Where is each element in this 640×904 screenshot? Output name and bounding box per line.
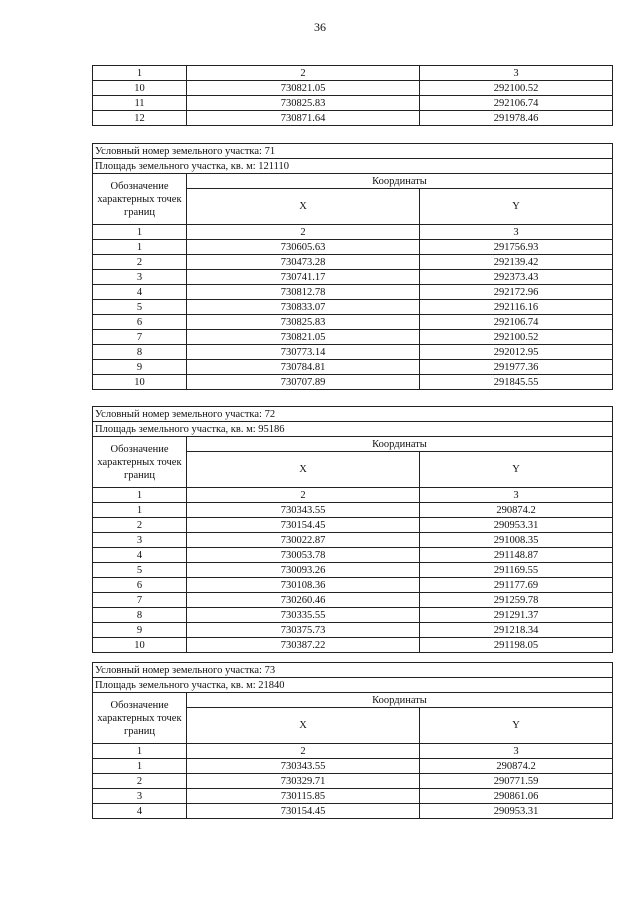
x-value: 730784.81 bbox=[187, 360, 420, 375]
y-value: 291291.37 bbox=[420, 608, 613, 623]
coordinates-header: Координаты bbox=[187, 174, 613, 189]
x-value: 730053.78 bbox=[187, 548, 420, 563]
point-number: 8 bbox=[93, 345, 187, 360]
coordinates-header: Координаты bbox=[187, 437, 613, 452]
y-value: 291259.78 bbox=[420, 593, 613, 608]
point-number: 4 bbox=[93, 285, 187, 300]
table-row bbox=[93, 330, 613, 345]
point-number: 3 bbox=[93, 270, 187, 285]
x-value: 730108.36 bbox=[187, 578, 420, 593]
col-number-1: 1 bbox=[93, 488, 187, 503]
y-value: 291148.87 bbox=[420, 548, 613, 563]
table-row bbox=[93, 360, 613, 375]
plot-area-label: Площадь земельного участка, кв. м: 121110 bbox=[93, 159, 613, 174]
y-value: 291177.69 bbox=[420, 578, 613, 593]
x-value: 730707.89 bbox=[187, 375, 420, 390]
x-value: 730343.55 bbox=[187, 503, 420, 518]
x-value: 730871.64 bbox=[187, 111, 420, 126]
x-value: 730335.55 bbox=[187, 608, 420, 623]
point-number: 10 bbox=[93, 81, 187, 96]
y-value: 290953.31 bbox=[420, 804, 613, 819]
y-value: 291198.05 bbox=[420, 638, 613, 653]
table-row bbox=[93, 804, 613, 819]
y-header: Y bbox=[420, 189, 613, 225]
x-value: 730154.45 bbox=[187, 804, 420, 819]
col-number-1: 1 bbox=[93, 66, 187, 81]
point-number: 12 bbox=[93, 111, 187, 126]
column-number-row bbox=[93, 66, 613, 81]
plot-72-table bbox=[92, 406, 613, 653]
column-number-row bbox=[93, 744, 613, 759]
y-value: 291218.34 bbox=[420, 623, 613, 638]
designation-header: Обозначение характерных точек границ bbox=[93, 174, 187, 225]
table-row bbox=[93, 623, 613, 638]
col-number-3: 3 bbox=[420, 66, 613, 81]
point-number: 1 bbox=[93, 503, 187, 518]
plot-area-label: Площадь земельного участка, кв. м: 21840 bbox=[93, 678, 613, 693]
x-value: 730821.05 bbox=[187, 81, 420, 96]
y-value: 291008.35 bbox=[420, 533, 613, 548]
x-value: 730375.73 bbox=[187, 623, 420, 638]
table-row bbox=[93, 300, 613, 315]
continuation-table bbox=[92, 65, 613, 126]
col-number-1: 1 bbox=[93, 744, 187, 759]
point-number: 4 bbox=[93, 804, 187, 819]
col-number-3: 3 bbox=[420, 488, 613, 503]
x-value: 730093.26 bbox=[187, 563, 420, 578]
table-row bbox=[93, 759, 613, 774]
y-value: 290874.2 bbox=[420, 759, 613, 774]
y-value: 292139.42 bbox=[420, 255, 613, 270]
table-row bbox=[93, 638, 613, 653]
x-value: 730773.14 bbox=[187, 345, 420, 360]
page-number: 36 bbox=[314, 20, 326, 34]
point-number: 6 bbox=[93, 315, 187, 330]
point-number: 3 bbox=[93, 533, 187, 548]
col-number-2: 2 bbox=[187, 744, 420, 759]
point-number: 9 bbox=[93, 360, 187, 375]
point-number: 2 bbox=[93, 774, 187, 789]
col-number-1: 1 bbox=[93, 225, 187, 240]
point-number: 8 bbox=[93, 608, 187, 623]
y-value: 291845.55 bbox=[420, 375, 613, 390]
y-value: 292106.74 bbox=[420, 96, 613, 111]
y-value: 290874.2 bbox=[420, 503, 613, 518]
x-value: 730741.17 bbox=[187, 270, 420, 285]
table-row bbox=[93, 96, 613, 111]
x-header: X bbox=[187, 708, 420, 744]
column-number-row bbox=[93, 225, 613, 240]
table-row bbox=[93, 285, 613, 300]
table-row bbox=[93, 255, 613, 270]
col-number-2: 2 bbox=[187, 66, 420, 81]
x-value: 730825.83 bbox=[187, 96, 420, 111]
point-number: 3 bbox=[93, 789, 187, 804]
table-row bbox=[93, 578, 613, 593]
x-value: 730605.63 bbox=[187, 240, 420, 255]
table-row bbox=[93, 563, 613, 578]
x-header: X bbox=[187, 189, 420, 225]
point-number: 4 bbox=[93, 548, 187, 563]
y-value: 292100.52 bbox=[420, 81, 613, 96]
y-value: 291756.93 bbox=[420, 240, 613, 255]
designation-header: Обозначение характерных точек границ bbox=[93, 693, 187, 744]
y-header: Y bbox=[420, 452, 613, 488]
plot-number-label: Условный номер земельного участка: 72 bbox=[93, 407, 613, 422]
point-number: 10 bbox=[93, 375, 187, 390]
y-value: 292373.43 bbox=[420, 270, 613, 285]
x-value: 730022.87 bbox=[187, 533, 420, 548]
x-value: 730154.45 bbox=[187, 518, 420, 533]
table-row bbox=[93, 789, 613, 804]
point-number: 7 bbox=[93, 593, 187, 608]
x-value: 730260.46 bbox=[187, 593, 420, 608]
point-number: 10 bbox=[93, 638, 187, 653]
y-value: 292100.52 bbox=[420, 330, 613, 345]
plot-71-table bbox=[92, 143, 613, 390]
col-number-2: 2 bbox=[187, 488, 420, 503]
table-row bbox=[93, 608, 613, 623]
table-row bbox=[93, 548, 613, 563]
y-value: 290771.59 bbox=[420, 774, 613, 789]
point-number: 1 bbox=[93, 759, 187, 774]
x-value: 730115.85 bbox=[187, 789, 420, 804]
plot-number-label: Условный номер земельного участка: 71 bbox=[93, 144, 613, 159]
table-row bbox=[93, 375, 613, 390]
col-number-2: 2 bbox=[187, 225, 420, 240]
y-value: 291977.36 bbox=[420, 360, 613, 375]
table-row bbox=[93, 503, 613, 518]
point-number: 7 bbox=[93, 330, 187, 345]
point-number: 5 bbox=[93, 300, 187, 315]
y-value: 292116.16 bbox=[420, 300, 613, 315]
coordinates-header: Координаты bbox=[187, 693, 613, 708]
table-row bbox=[93, 81, 613, 96]
table-row bbox=[93, 345, 613, 360]
x-value: 730387.22 bbox=[187, 638, 420, 653]
y-value: 291978.46 bbox=[420, 111, 613, 126]
designation-header: Обозначение характерных точек границ bbox=[93, 437, 187, 488]
x-value: 730812.78 bbox=[187, 285, 420, 300]
y-value: 292172.96 bbox=[420, 285, 613, 300]
point-number: 2 bbox=[93, 518, 187, 533]
y-value: 290953.31 bbox=[420, 518, 613, 533]
plot-number-label: Условный номер земельного участка: 73 bbox=[93, 663, 613, 678]
table-row bbox=[93, 533, 613, 548]
y-value: 292012.95 bbox=[420, 345, 613, 360]
column-number-row bbox=[93, 488, 613, 503]
table-row bbox=[93, 270, 613, 285]
x-value: 730343.55 bbox=[187, 759, 420, 774]
col-number-3: 3 bbox=[420, 744, 613, 759]
point-number: 6 bbox=[93, 578, 187, 593]
plot-area-label: Площадь земельного участка, кв. м: 95186 bbox=[93, 422, 613, 437]
table-row bbox=[93, 315, 613, 330]
table-row bbox=[93, 593, 613, 608]
table-row bbox=[93, 774, 613, 789]
x-value: 730821.05 bbox=[187, 330, 420, 345]
table-row bbox=[93, 240, 613, 255]
y-header: Y bbox=[420, 708, 613, 744]
x-value: 730329.71 bbox=[187, 774, 420, 789]
point-number: 2 bbox=[93, 255, 187, 270]
y-value: 292106.74 bbox=[420, 315, 613, 330]
point-number: 1 bbox=[93, 240, 187, 255]
col-number-3: 3 bbox=[420, 225, 613, 240]
table-row bbox=[93, 111, 613, 126]
plot-73-table bbox=[92, 662, 613, 819]
point-number: 11 bbox=[93, 96, 187, 111]
x-value: 730833.07 bbox=[187, 300, 420, 315]
x-value: 730473.28 bbox=[187, 255, 420, 270]
y-value: 291169.55 bbox=[420, 563, 613, 578]
table-row bbox=[93, 518, 613, 533]
point-number: 9 bbox=[93, 623, 187, 638]
point-number: 5 bbox=[93, 563, 187, 578]
y-value: 290861.06 bbox=[420, 789, 613, 804]
x-value: 730825.83 bbox=[187, 315, 420, 330]
x-header: X bbox=[187, 452, 420, 488]
